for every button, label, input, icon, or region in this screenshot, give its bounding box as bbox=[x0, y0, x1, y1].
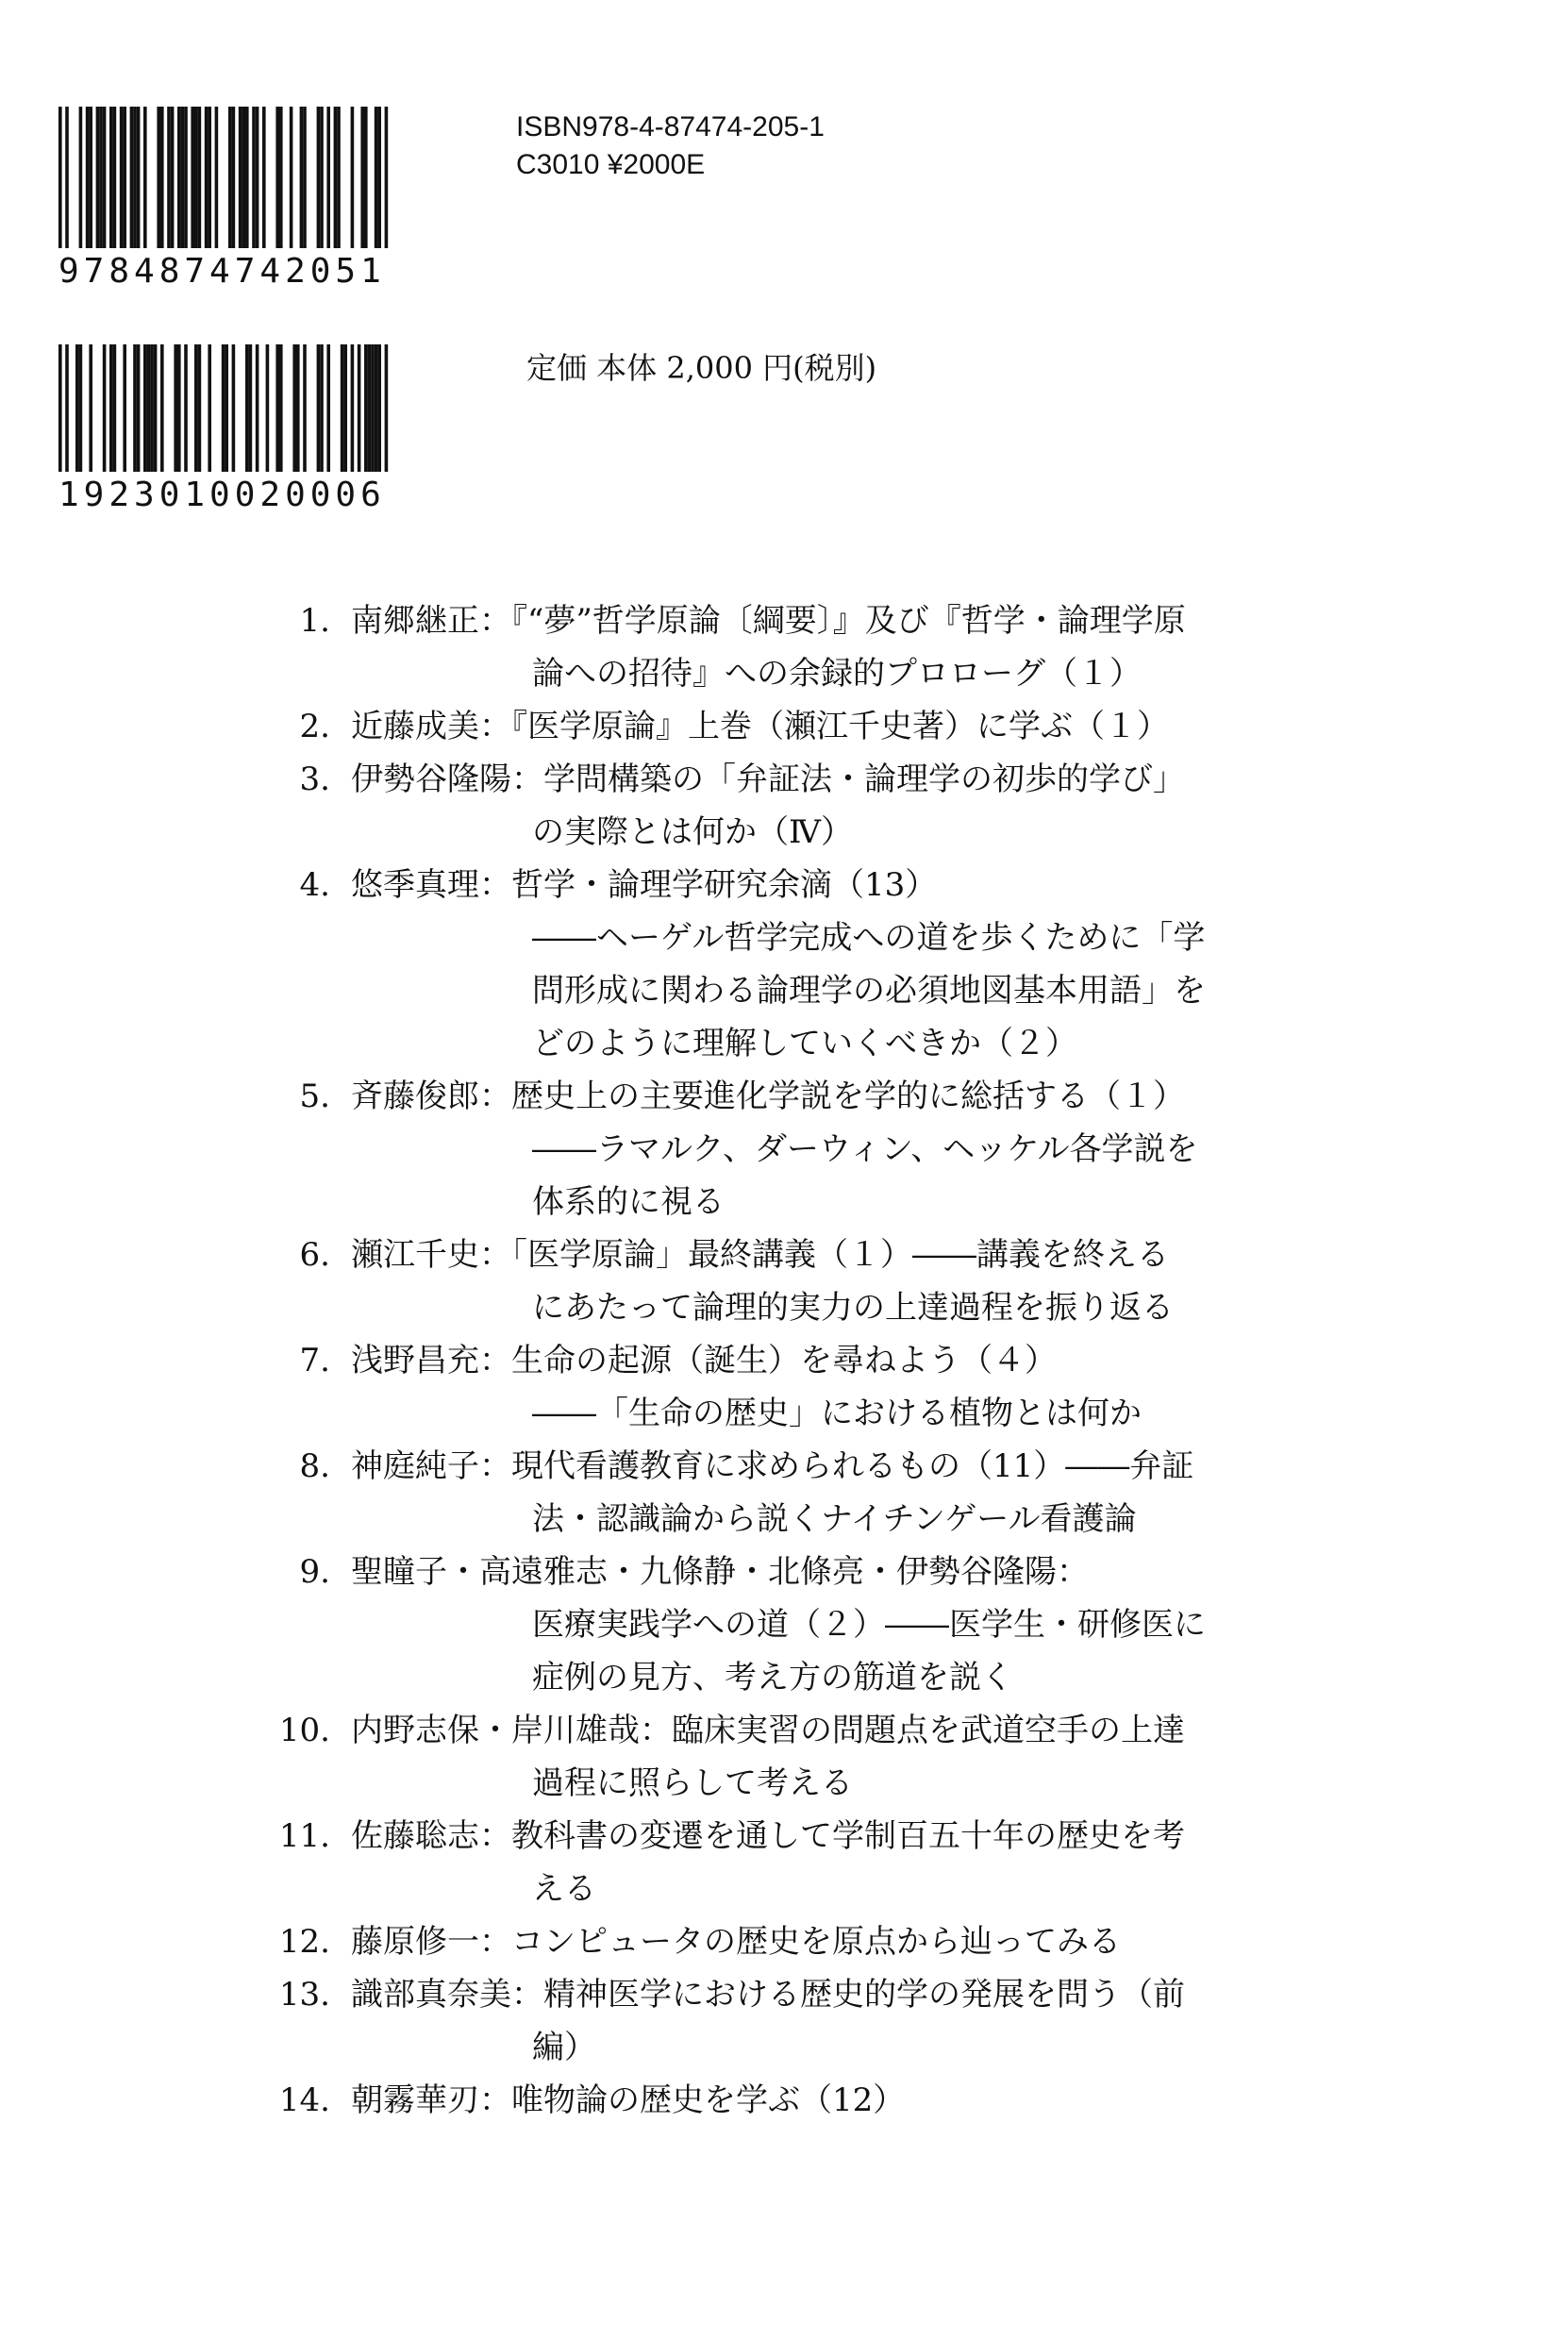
barcode-bar bbox=[58, 107, 62, 248]
barcode-bar bbox=[360, 107, 364, 248]
toc-line: ――ラマルク、ダーウィン、ヘッケル各学説を bbox=[532, 1130, 1198, 1168]
classification-code: C3010 ¥2000E bbox=[516, 149, 706, 180]
barcode-bar bbox=[351, 344, 355, 472]
toc-item-text bbox=[351, 753, 1293, 859]
barcode-bar bbox=[171, 107, 175, 248]
barcode-bar bbox=[79, 344, 83, 472]
barcode-digits: 9784874742051 bbox=[58, 252, 386, 291]
barcode-bar bbox=[377, 107, 381, 248]
barcode-bar bbox=[184, 344, 188, 472]
barcode-bar bbox=[123, 107, 126, 248]
barcode-bar bbox=[275, 344, 279, 472]
barcode-bar bbox=[375, 344, 378, 472]
barcode-bar bbox=[160, 344, 164, 472]
barcode-bar bbox=[79, 107, 83, 248]
barcode-bar bbox=[137, 107, 141, 248]
toc-item-text bbox=[351, 1070, 1293, 1228]
barcode-bar bbox=[194, 344, 198, 472]
barcode-bar bbox=[320, 107, 324, 248]
toc-line: 聖瞳子・高遠雅志・九條静・北條亮・伊勢谷隆陽： bbox=[351, 1553, 1089, 1591]
toc-line: 体系的に視る bbox=[532, 1183, 725, 1221]
barcode-bar bbox=[181, 107, 185, 248]
barcode-bar bbox=[296, 344, 300, 472]
barcode-bar bbox=[120, 107, 124, 248]
toc-line: にあたって論理的実力の上達過程を振り返る bbox=[532, 1289, 1174, 1327]
price-label: 定価 本体 2,000 円(税別) bbox=[526, 350, 877, 386]
toc-line: 編） bbox=[532, 2029, 596, 2066]
toc-item-number: 7. bbox=[299, 1342, 330, 1379]
barcode-bar bbox=[191, 107, 194, 248]
toc-line: 藤原修一：コンピュータの歴史を原点から辿ってみる bbox=[351, 1923, 1121, 1961]
barcode-bar bbox=[256, 344, 259, 472]
toc-item bbox=[226, 2074, 1293, 2127]
toc-item bbox=[226, 1915, 1293, 1968]
barcode-bar bbox=[109, 344, 113, 472]
barcode-bar bbox=[341, 344, 344, 472]
barcode-bar bbox=[337, 107, 341, 248]
toc-line: 過程に照らして考える bbox=[532, 1764, 853, 1802]
toc-line: 瀬江千史：「医学原論」最終講義（１）――講義を終える bbox=[351, 1236, 1169, 1274]
barcode-bar bbox=[160, 107, 164, 248]
barcode-bar bbox=[177, 107, 181, 248]
barcode-bar bbox=[326, 344, 330, 472]
barcode-bar bbox=[266, 344, 270, 472]
toc-item-number: 6. bbox=[299, 1236, 330, 1274]
toc-line: 佐藤聡志：教科書の変遷を通して学制百五十年の歴史を考 bbox=[351, 1817, 1185, 1855]
toc-item-number: 8. bbox=[299, 1447, 330, 1485]
barcode-bar bbox=[256, 107, 259, 248]
barcode-bar bbox=[245, 344, 249, 472]
toc-item bbox=[226, 1810, 1293, 1915]
barcode-bar bbox=[109, 107, 113, 248]
toc-item-number: 4. bbox=[299, 866, 330, 904]
barcode-bar bbox=[358, 344, 361, 472]
toc-item-text bbox=[351, 1546, 1293, 1704]
barcode-bar bbox=[364, 107, 368, 248]
barcode-bar bbox=[133, 107, 137, 248]
barcode-bar bbox=[75, 344, 79, 472]
table-of-contents bbox=[226, 594, 1293, 2127]
barcode-bar bbox=[198, 344, 202, 472]
barcode-bar bbox=[245, 107, 249, 248]
toc-item bbox=[226, 1546, 1293, 1704]
barcode-bar bbox=[303, 344, 307, 472]
barcode-bar bbox=[364, 344, 368, 472]
toc-item-number: 14. bbox=[278, 2081, 330, 2119]
barcode-bar bbox=[205, 107, 209, 248]
barcode-bar bbox=[300, 107, 304, 248]
toc-item-text bbox=[351, 1334, 1293, 1440]
toc-item bbox=[226, 1440, 1293, 1546]
barcode-bar bbox=[194, 107, 198, 248]
toc-line: 近藤成美：『医学原論』上巻（瀬江千史著）に学ぶ（１） bbox=[351, 708, 1169, 745]
toc-line: 識部真奈美：精神医学における歴史的学の発展を問う（前 bbox=[351, 1976, 1185, 2014]
toc-line: 浅野昌充：生命の起源（誕生）を尋ねよう（４） bbox=[351, 1342, 1057, 1379]
barcode-bar bbox=[239, 107, 242, 248]
toc-item bbox=[226, 1070, 1293, 1228]
barcode-bar bbox=[198, 107, 202, 248]
barcode-bar bbox=[232, 107, 236, 248]
toc-line: ――「生命の歴史」における植物とは何か bbox=[532, 1395, 1142, 1432]
toc-item-text bbox=[351, 594, 1293, 700]
barcode-bar bbox=[351, 107, 355, 248]
toc-line: 問形成に関わる論理学の必須地図基本用語」を bbox=[532, 972, 1206, 1010]
barcode-bar bbox=[242, 107, 245, 248]
toc-line: どのように理解していくべきか（２） bbox=[532, 1025, 1077, 1062]
toc-item bbox=[226, 859, 1293, 1070]
toc-line: ――ヘーゲル哲学完成への道を歩くために「学 bbox=[532, 919, 1206, 957]
barcode-bar bbox=[334, 107, 338, 248]
barcode-bar bbox=[303, 107, 307, 248]
barcode-bar bbox=[317, 344, 321, 472]
toc-item bbox=[226, 753, 1293, 859]
barcode-bar bbox=[123, 344, 126, 472]
toc-item-text bbox=[351, 859, 1293, 1070]
barcode-bar bbox=[99, 107, 103, 248]
barcode-bar bbox=[320, 344, 324, 472]
price-barcode bbox=[58, 344, 417, 514]
toc-line: 朝霧華刃：唯物論の歴史を学ぶ（12） bbox=[351, 2081, 906, 2119]
toc-item-number: 1. bbox=[299, 602, 330, 640]
barcode-bar bbox=[375, 107, 378, 248]
barcode-bar bbox=[89, 344, 92, 472]
barcode-bar bbox=[279, 107, 283, 248]
barcode-bars bbox=[58, 344, 417, 472]
barcode-bar bbox=[143, 344, 147, 472]
barcode-bar bbox=[113, 344, 117, 472]
barcode-bar bbox=[103, 107, 107, 248]
barcode-bar bbox=[215, 107, 219, 248]
barcode-bar bbox=[86, 107, 90, 248]
isbn-info bbox=[516, 109, 825, 184]
toc-item-number: 2. bbox=[299, 708, 330, 745]
barcode-bar bbox=[225, 344, 228, 472]
toc-item-number: 10. bbox=[278, 1712, 330, 1749]
barcode-bar bbox=[58, 344, 62, 472]
barcode-bar bbox=[262, 107, 266, 248]
barcode-bar bbox=[96, 107, 100, 248]
barcode-bar bbox=[343, 344, 347, 472]
barcode-bar bbox=[113, 107, 117, 248]
barcode-bar bbox=[290, 107, 293, 248]
barcode-bar bbox=[154, 344, 158, 472]
toc-item-text bbox=[351, 1440, 1293, 1546]
barcode-bar bbox=[252, 107, 256, 248]
toc-item-number: 11. bbox=[278, 1817, 330, 1855]
toc-line: 法・認識論から説くナイチンゲール看護論 bbox=[532, 1500, 1137, 1538]
toc-line: 伊勢谷隆陽：学問構築の「弁証法・論理学の初歩的学び」 bbox=[351, 760, 1185, 798]
barcode-bar bbox=[137, 344, 141, 472]
toc-item bbox=[226, 1228, 1293, 1334]
barcode-bar bbox=[177, 344, 181, 472]
barcode-bar bbox=[326, 107, 330, 248]
barcode-bar bbox=[157, 107, 160, 248]
barcode-digits: 1923010020006 bbox=[58, 476, 386, 514]
barcode-bars bbox=[58, 107, 417, 248]
toc-item-number: 3. bbox=[299, 760, 330, 798]
barcode-bar bbox=[174, 344, 177, 472]
barcode-bar bbox=[167, 107, 171, 248]
toc-item-text bbox=[351, 1810, 1293, 1915]
barcode-bar bbox=[377, 344, 381, 472]
toc-item bbox=[226, 594, 1293, 700]
barcode-bar bbox=[385, 107, 389, 248]
toc-line: 医療実践学への道（２）――医学生・研修医に bbox=[532, 1606, 1206, 1644]
barcode-bar bbox=[208, 344, 211, 472]
barcode-bar bbox=[208, 107, 211, 248]
barcode-bar bbox=[65, 107, 69, 248]
toc-item-number: 5. bbox=[299, 1078, 330, 1115]
toc-line: 内野志保・岸川雄哉：臨床実習の問題点を武道空手の上達 bbox=[351, 1712, 1185, 1749]
barcode-bar bbox=[371, 344, 375, 472]
barcode-bar bbox=[249, 344, 253, 472]
toc-line: の実際とは何か（Ⅳ） bbox=[532, 813, 853, 851]
barcode-bar bbox=[228, 107, 232, 248]
barcode-bar bbox=[275, 107, 279, 248]
toc-item-text bbox=[351, 1228, 1293, 1334]
toc-line: 症例の見方、考え方の筋道を説く bbox=[532, 1659, 1013, 1696]
barcode-bar bbox=[317, 107, 321, 248]
barcode-bar bbox=[232, 344, 236, 472]
barcode-bar bbox=[147, 344, 151, 472]
toc-item-text bbox=[351, 1704, 1293, 1810]
toc-item-number: 12. bbox=[278, 1923, 330, 1961]
toc-line: 論への招待』への余録的プロローグ（１） bbox=[532, 655, 1142, 693]
toc-item-text bbox=[351, 1915, 1293, 1968]
barcode-bar bbox=[89, 107, 92, 248]
barcode-bar bbox=[150, 344, 154, 472]
toc-item-number: 9. bbox=[299, 1553, 330, 1591]
toc-item bbox=[226, 1334, 1293, 1440]
barcode-bar bbox=[133, 344, 137, 472]
toc-line: える bbox=[532, 1870, 596, 1908]
barcode-bar bbox=[65, 344, 69, 472]
toc-item bbox=[226, 1704, 1293, 1810]
toc-item-text bbox=[351, 1968, 1293, 2074]
barcode-bar bbox=[385, 344, 389, 472]
barcode-bar bbox=[143, 107, 147, 248]
toc-line: 南郷継正：『“夢”哲学原論〔綱要〕』及び『哲学・論理学原 bbox=[351, 602, 1186, 640]
toc-line: 神庭純子：現代看護教育に求められるもの（11）――弁証 bbox=[351, 1447, 1194, 1485]
toc-item bbox=[226, 1968, 1293, 2074]
isbn-number: ISBN978-4-87474-205-1 bbox=[516, 111, 825, 142]
barcode-bar bbox=[222, 344, 225, 472]
toc-line: 斉藤俊郎：歴史上の主要進化学説を学的に総括する（１） bbox=[351, 1078, 1185, 1115]
barcode-bar bbox=[130, 107, 134, 248]
barcode-bar bbox=[368, 344, 372, 472]
toc-item bbox=[226, 700, 1293, 753]
toc-item-text bbox=[351, 700, 1293, 753]
isbn-barcode bbox=[58, 107, 417, 291]
barcode-bar bbox=[184, 107, 188, 248]
barcode-bar bbox=[279, 344, 283, 472]
toc-item-text bbox=[351, 2074, 1293, 2127]
barcode-bar bbox=[103, 344, 107, 472]
toc-line: 悠季真理：哲学・論理学研究余滴（13） bbox=[351, 866, 938, 904]
barcode-bar bbox=[292, 344, 296, 472]
toc-item-number: 13. bbox=[278, 1976, 330, 2014]
